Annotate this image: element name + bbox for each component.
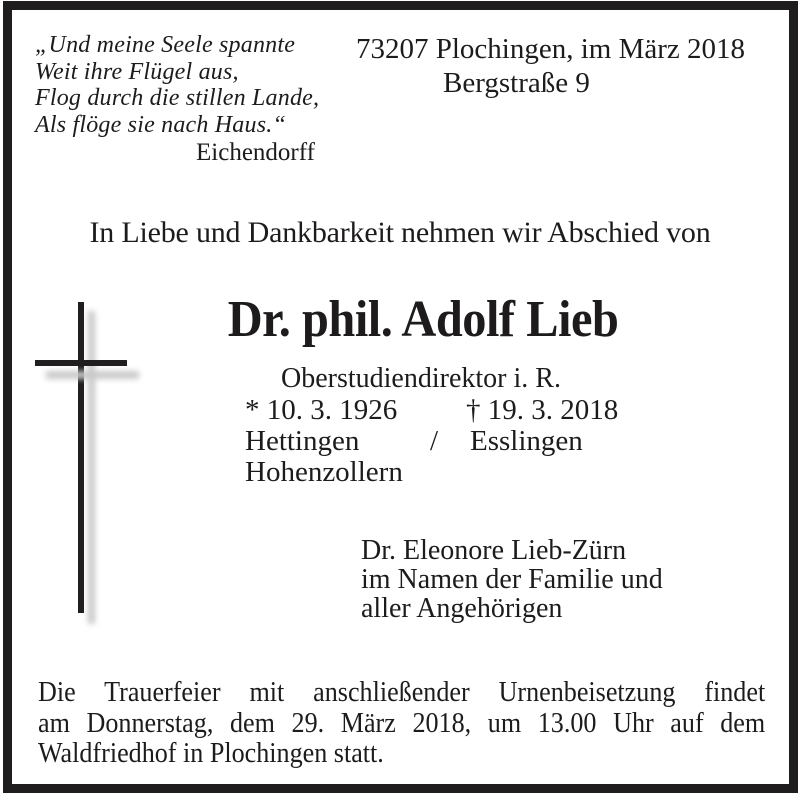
deceased-name-text: Dr. phil. Adolf Lieb: [227, 291, 619, 348]
opening-verse: [35, 32, 319, 138]
funeral-details: [38, 677, 765, 769]
verse-line: Weit ihre Flügel aus,: [35, 58, 239, 85]
deceased-name: [46, 290, 800, 349]
died-symbol: †: [466, 394, 481, 426]
mourner-name: Dr. Eleonore Lieb-Zürn: [361, 535, 627, 566]
cross-horizontal-bar: [35, 360, 127, 366]
dateline-street: Bergstraße 9: [443, 67, 590, 99]
death-date-value: 19. 3. 2018: [487, 394, 619, 426]
mourners-block: [361, 536, 663, 623]
deceased-title: Oberstudiendirektor i. R.: [281, 363, 561, 394]
born-symbol: *: [245, 394, 260, 426]
cross-vertical-shadow: [88, 311, 95, 624]
dateline: [356, 32, 745, 100]
verse-line: „Und meine Seele spannte: [35, 32, 296, 58]
dateline-city: 73207 Plochingen, im März 2018: [356, 33, 746, 65]
funeral-line: am Donnerstag, dem 29. März 2018, um 13.00 Uhr auf dem: [38, 706, 766, 739]
intro-line: In Liebe und Dankbarkeit nehmen wir Abschied von: [89, 216, 711, 249]
cross-horizontal-shadow: [46, 371, 139, 379]
funeral-line: Waldfriedhof in Plochingen statt.: [38, 737, 384, 769]
death-date: [466, 394, 618, 427]
verse-line: Flog durch die stillen Lande,: [35, 85, 320, 111]
funeral-line: Die Trauerfeier mit anschließender Urnenbeisetzung findet: [38, 676, 766, 708]
mourners-line: im Namen der Familie und: [361, 564, 663, 595]
birth-place: Hettingen: [245, 425, 360, 457]
death-place: Esslingen: [470, 425, 583, 457]
verse-line: Als flöge sie nach Haus.“: [35, 111, 286, 138]
birth-date: [245, 394, 397, 427]
verse-attribution: Eichendorff: [196, 139, 315, 166]
birth-date-value: 10. 3. 1926: [266, 394, 398, 426]
mourners-line: aller Angehörigen: [361, 593, 563, 624]
place-separator: /: [430, 425, 439, 457]
birth-place-region: Hohenzollern: [245, 456, 403, 488]
